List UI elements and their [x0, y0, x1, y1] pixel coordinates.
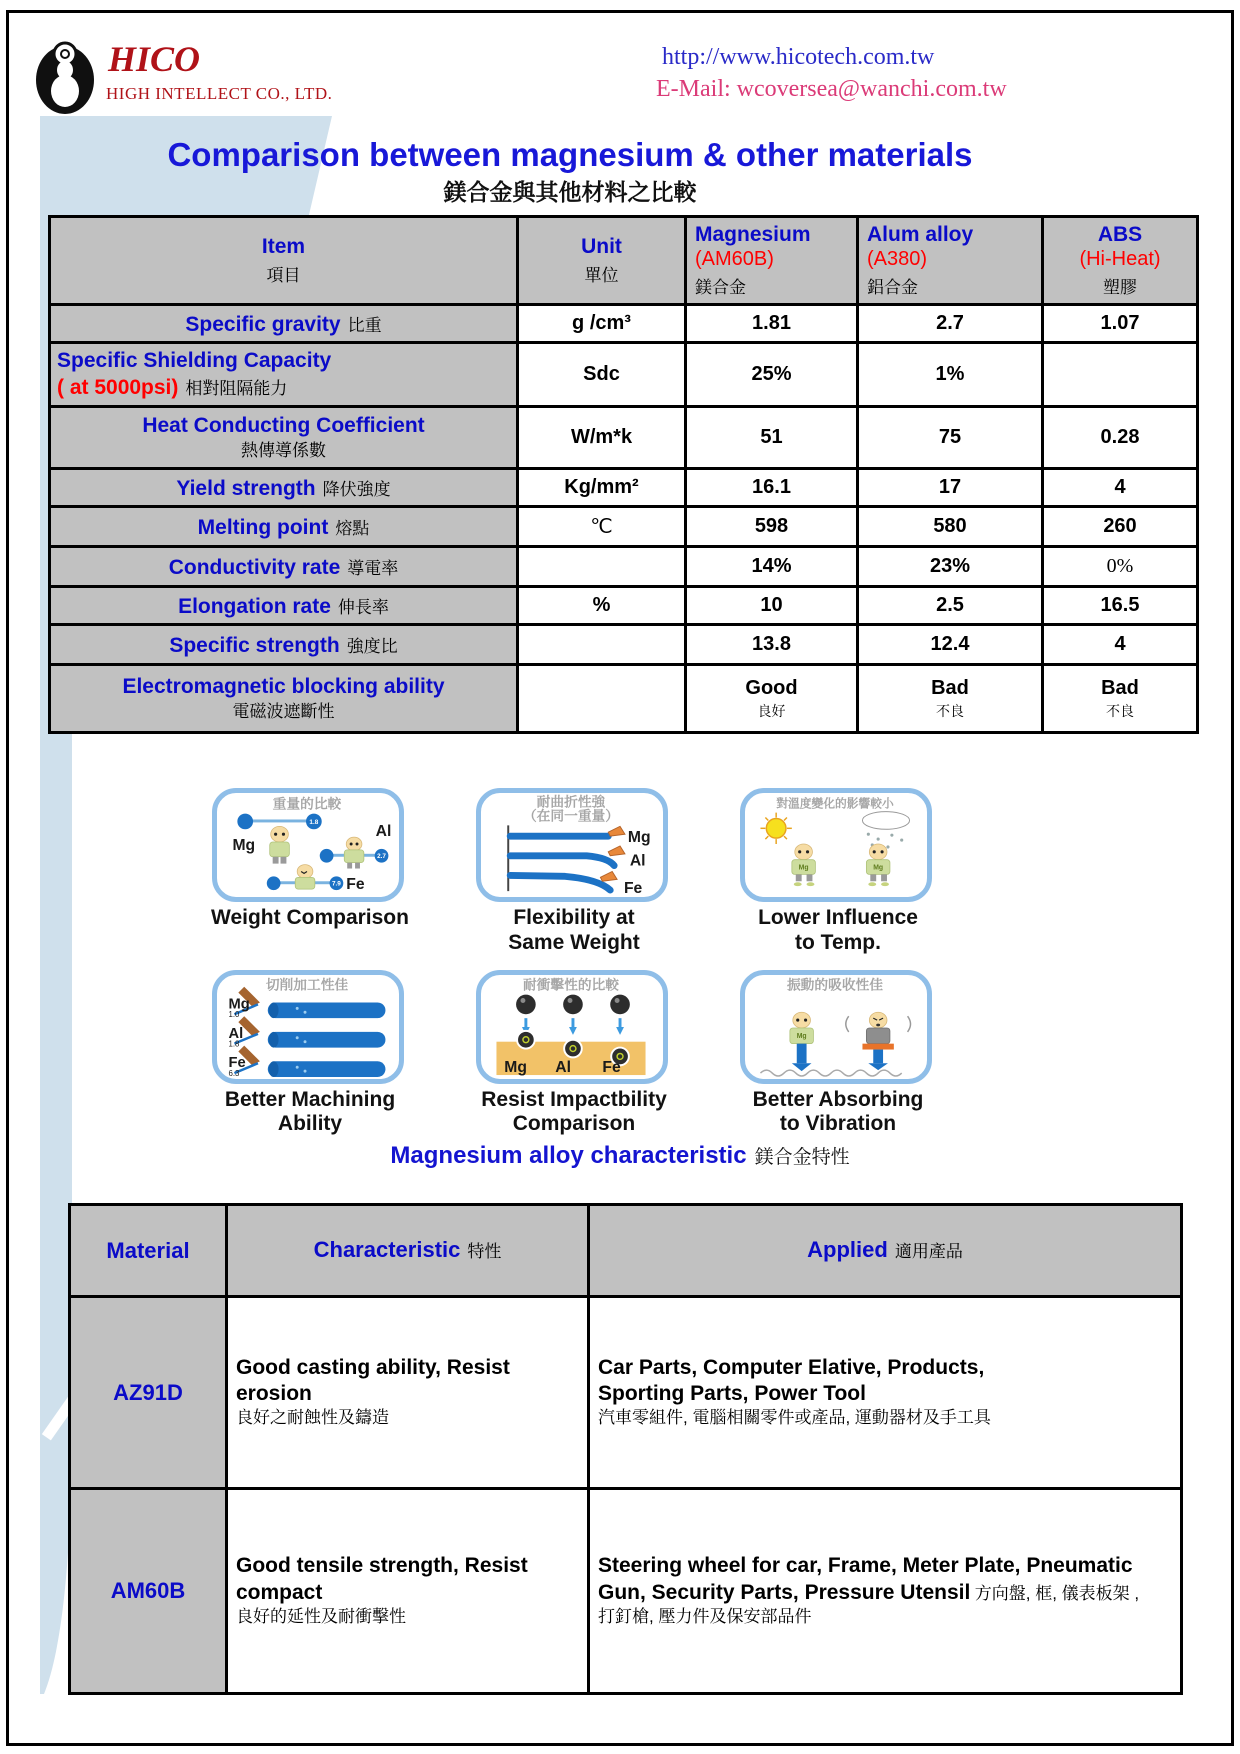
al-value-cell: 12.4	[858, 625, 1043, 665]
impact-panel	[476, 970, 672, 1138]
svg-text:振動的吸收性佳: 振動的吸收性佳	[786, 977, 884, 993]
al-value-cell: 2.5	[858, 587, 1043, 625]
unit-cell: W/m*k	[518, 407, 686, 469]
table-header-row	[70, 1205, 1182, 1297]
mg-value-cell: 598	[686, 507, 858, 547]
svg-text:1.8: 1.8	[309, 818, 319, 826]
mg-value-cell: Good 良好	[686, 665, 858, 733]
al-value-cell: 17	[858, 469, 1043, 507]
applied-cell: Car Parts, Computer Elative, Products, Sporting Parts, Power Tool 汽車零組件, 電腦相關零件或產品, 運動器材及手工具	[589, 1297, 1182, 1489]
machining-panel	[212, 970, 408, 1138]
table-row	[70, 1489, 1182, 1694]
unit-cell: ℃	[518, 507, 686, 547]
svg-text:耐衝擊性的比較: 耐衝擊性的比較	[522, 977, 620, 993]
hico-logo-icon	[32, 36, 102, 116]
characteristic-cell: Good tensile strength, Resist compact 良好的延性及耐衝擊性	[227, 1489, 589, 1694]
fe-machining-row	[229, 1045, 386, 1076]
unit-cell: Kg/mm²	[518, 469, 686, 507]
weight-comparison-illustration	[217, 793, 397, 895]
mg-value-cell: 51	[686, 407, 858, 469]
unit-cell: g /cm³	[518, 305, 686, 343]
unit-cell	[518, 547, 686, 587]
table-row	[50, 625, 1198, 665]
table-row	[50, 407, 1198, 469]
mg-value-cell: 14%	[686, 547, 858, 587]
abs-value-cell: 0.28	[1043, 407, 1198, 469]
table-row	[50, 305, 1198, 343]
table-row	[50, 507, 1198, 547]
impact-illustration	[481, 975, 661, 1077]
weight-comparison-panel	[212, 788, 408, 956]
item-header-cell: Item 項目	[50, 217, 518, 305]
vibration-panel	[740, 970, 936, 1138]
alum-header-cell: Alum alloy (A380) 鋁合金	[858, 217, 1043, 305]
panel-caption: Resist Impactbility Comparison	[481, 1087, 667, 1136]
vibration-illustration	[745, 975, 925, 1077]
section-title	[0, 1142, 1240, 1170]
fe-label: Fe	[602, 1058, 621, 1076]
fe-lifter-figure	[267, 865, 344, 891]
svg-text:7.9: 7.9	[332, 880, 341, 888]
mg-calm-figure	[790, 1012, 814, 1071]
materials-comparison-table	[48, 215, 1199, 734]
unit-cell: %	[518, 587, 686, 625]
item-cell: Melting point 熔點	[50, 507, 518, 547]
abs-value-cell: 16.5	[1043, 587, 1198, 625]
panel-caption: Lower Influence to Temp.	[758, 906, 918, 954]
item-cell: Conductivity rate 導電率	[50, 547, 518, 587]
unit-cell: Sdc	[518, 343, 686, 407]
page-title: Comparison between magnesium & other materials	[167, 136, 973, 173]
item-cell: Elongation rate 伸長率	[50, 587, 518, 625]
abs-value-cell	[1043, 343, 1198, 407]
company-name: HIGH INTELLECT CO., LTD.	[106, 84, 333, 103]
unit-header-cell: Unit 單位	[518, 217, 686, 305]
magnesium-header-cell: Magnesium (AM60B) 鎂合金	[686, 217, 858, 305]
al-machining-row	[229, 1016, 386, 1048]
abs-value-cell: 4	[1043, 625, 1198, 665]
item-cell: Heat Conducting Coefficient 熱傳導係數	[50, 407, 518, 469]
svg-text:Fe: Fe	[228, 1054, 246, 1071]
al-value-cell: 2.7	[858, 305, 1043, 343]
machining-illustration	[217, 975, 397, 1077]
panel-caption: Better Absorbing to Vibration	[752, 1087, 924, 1136]
mg-value-cell: 16.1	[686, 469, 858, 507]
svg-text:耐曲折性強: 耐曲折性強	[536, 794, 606, 810]
temperature-illustration	[745, 793, 925, 895]
material-cell: AZ91D	[70, 1297, 227, 1489]
illustration-panels	[212, 788, 936, 1137]
vibration-wave	[760, 1070, 901, 1076]
al-value-cell: 75	[858, 407, 1043, 469]
svg-text:Mg: Mg	[873, 864, 884, 872]
al-label: Al	[555, 1058, 571, 1076]
al-value-cell: 23%	[858, 547, 1043, 587]
mg-impact-column	[516, 994, 536, 1048]
abs-value-cell: Bad 不良	[1043, 665, 1198, 733]
item-cell: Specific strength 強度比	[50, 625, 518, 665]
svg-text:對溫度變化的影響較小: 對溫度變化的影響較小	[776, 797, 894, 811]
mg-value-cell: 13.8	[686, 625, 858, 665]
mg-figure-cold	[866, 844, 890, 886]
abs-header-cell: ABS (Hi-Heat) 塑膠	[1043, 217, 1198, 305]
svg-text:6.3: 6.3	[228, 1068, 240, 1077]
abs-value-cell: 1.07	[1043, 305, 1198, 343]
al-value-cell: Bad 不良	[858, 665, 1043, 733]
table-row	[50, 469, 1198, 507]
mg-label: Mg	[504, 1058, 527, 1076]
abs-value-cell: 4	[1043, 469, 1198, 507]
mg-label: Mg	[232, 836, 256, 854]
al-lifter-figure	[320, 837, 389, 868]
table-row	[50, 665, 1198, 733]
mg-label: Mg	[627, 829, 651, 847]
panel-caption: Flexibility at Same Weight	[508, 906, 640, 954]
al-label: Al	[629, 852, 646, 870]
unit-cell	[518, 625, 686, 665]
material-cell: AM60B	[70, 1489, 227, 1694]
applied-cell: Steering wheel for car, Frame, Meter Plate, Pneumatic Gun, Security Parts, Pressure Utensil 方向盤, 框, 儀表板架 , 打釘槍, 壓力件及保安部品件	[589, 1489, 1182, 1694]
item-cell: Yield strength 降伏強度	[50, 469, 518, 507]
mg-value-cell: 10	[686, 587, 858, 625]
table-row	[50, 547, 1198, 587]
section-title-en: Magnesium alloy characteristic	[390, 1142, 747, 1169]
svg-text:2.7: 2.7	[377, 853, 386, 861]
characteristic-header-cell: Characteristic 特性	[227, 1205, 589, 1297]
panel-caption: Weight Comparison	[211, 906, 409, 929]
mg-value-cell: 25%	[686, 343, 858, 407]
material-header-cell: Material	[70, 1205, 227, 1297]
characteristic-cell: Good casting ability, Resist erosion 良好之耐蝕性及鑄造	[227, 1297, 589, 1489]
table-header-row	[50, 217, 1198, 305]
svg-text:切削加工性佳: 切削加工性佳	[265, 977, 349, 993]
alloy-characteristic-table	[68, 1203, 1183, 1695]
item-cell: Specific gravity 比重	[50, 305, 518, 343]
svg-text:1.8: 1.8	[228, 1039, 240, 1049]
svg-text:Mg: Mg	[796, 1032, 807, 1040]
unit-cell	[518, 665, 686, 733]
panel-title-zh: 重量的比較	[272, 796, 342, 812]
mg-value-cell: 1.81	[686, 305, 858, 343]
svg-text:Mg: Mg	[228, 995, 250, 1012]
snow-cloud-icon	[862, 812, 909, 849]
website-url: http://www.hicotech.com.tw	[662, 44, 935, 70]
flexibility-illustration	[481, 793, 661, 895]
applied-header-cell: Applied 適用產品	[589, 1205, 1182, 1297]
table-row	[50, 343, 1198, 407]
mg-figure-warm	[792, 844, 816, 886]
al-impact-column	[563, 994, 583, 1057]
email-address: E-Mail: wcoversea@wanchi.com.tw	[656, 76, 1007, 102]
section-title-zh: 鎂合金特性	[754, 1147, 850, 1168]
panel-caption: Better Machining Ability	[224, 1087, 396, 1136]
item-cell: Specific Shielding Capacity ( at 5000psi) 相對阻隔能力	[50, 343, 518, 407]
fe-label: Fe	[346, 876, 365, 894]
svg-text:1.0: 1.0	[228, 1009, 240, 1019]
item-cell: Electromagnetic blocking ability 電磁波遮斷性	[50, 665, 518, 733]
svg-text:（在同一重量）: （在同一重量）	[522, 808, 620, 824]
al-value-cell: 1%	[858, 343, 1043, 407]
svg-text:Al: Al	[228, 1025, 244, 1042]
shaking-figure	[846, 1012, 911, 1070]
flexibility-panel	[476, 788, 672, 956]
abs-value-cell: 260	[1043, 507, 1198, 547]
brand-name: HICO	[108, 39, 201, 79]
page-title-zh: 鎂合金與其他材料之比較	[443, 180, 697, 205]
fe-label: Fe	[623, 880, 643, 895]
table-row	[70, 1297, 1182, 1489]
table-row	[50, 587, 1198, 625]
svg-text:Mg: Mg	[798, 864, 809, 872]
fe-impact-column	[610, 994, 630, 1065]
al-label: Al	[375, 823, 392, 841]
al-value-cell: 580	[858, 507, 1043, 547]
sun-icon	[760, 813, 791, 844]
temperature-panel	[740, 788, 936, 956]
abs-value-cell: 0%	[1043, 547, 1198, 587]
